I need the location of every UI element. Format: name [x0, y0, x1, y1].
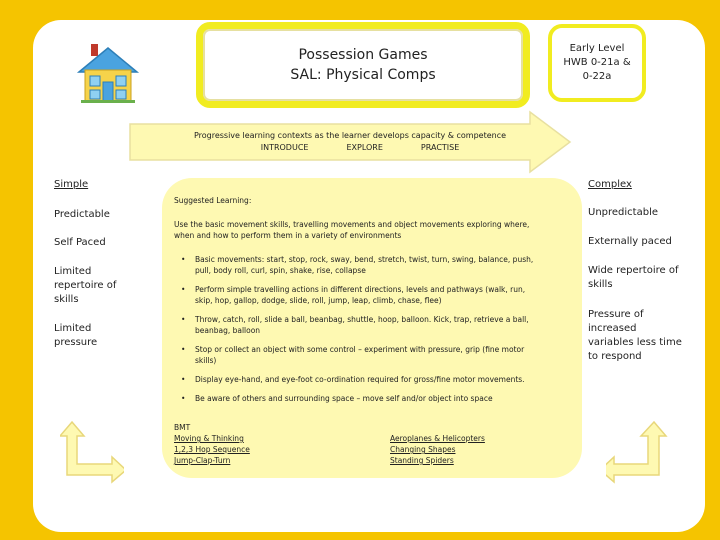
progression-text — [150, 130, 550, 154]
bmt-link-standing-spiders[interactable]: Standing Spiders — [390, 456, 454, 465]
bmt-label: BMT — [174, 423, 191, 432]
stage-explore: EXPLORE — [346, 143, 383, 152]
left-heading: Simple — [54, 179, 89, 190]
title-box — [196, 22, 530, 108]
right-item-wide-repertoire: Wide repertoire of skills — [588, 265, 679, 290]
bmt-link-aeroplanes[interactable]: Aeroplanes & Helicopters — [390, 434, 485, 443]
level-line-2: HWB 0-21a & — [563, 57, 631, 68]
list-item: • Throw, catch, roll, slide a ball, beanbag, shuttle, hoop, balloon. Kick, trap, retrieve a ball, beanbag, balloon — [174, 314, 534, 336]
corner-arrow-right-icon — [606, 420, 670, 484]
stage-practise: PRACTISE — [420, 143, 460, 152]
stage-introduce: INTRODUCE — [260, 143, 309, 152]
list-item: • Perform simple travelling actions in different directions, levels and pathways (walk, run, skip, hop, gallop, dodge, slide, roll, jump, leap, climb, chase, flee) — [174, 284, 534, 306]
bullet-list — [174, 254, 534, 404]
content-intro: Use the basic movement skills, travelling movements and object movements exploring where, when and how to perform them in a variety of environments — [174, 220, 530, 240]
left-item-limited-pressure: Limited pressure — [54, 323, 98, 348]
list-item: • Basic movements: start, stop, rock, sway, bend, stretch, twist, turn, swing, balance, push, pull, body roll, curl, spin, shake, rise, collapse — [174, 254, 534, 276]
bmt-link-jump-clap-turn[interactable]: Jump-Clap-Turn — [174, 456, 231, 465]
progression-caption: Progressive learning contexts as the learner develops capacity & competence — [193, 131, 507, 140]
bmt-link-changing-shapes[interactable]: Changing Shapes — [390, 445, 456, 454]
level-box — [548, 24, 646, 102]
list-item: • Display eye-hand, and eye-foot co-ordination required for gross/fine motor movements. — [174, 374, 534, 385]
bmt-link-hop-sequence[interactable]: 1,2,3 Hop Sequence — [174, 445, 250, 454]
title-line-2: SAL: Physical Comps — [290, 67, 436, 83]
right-item-unpredictable: Unpredictable — [588, 207, 658, 218]
bmt-section — [174, 422, 554, 466]
title-line-1: Possession Games — [298, 47, 428, 63]
corner-arrow-left-icon — [60, 420, 124, 484]
bmt-link-moving-thinking[interactable]: Moving & Thinking — [174, 434, 244, 443]
suggested-learning-panel — [162, 178, 582, 478]
right-item-pressure: Pressure of increased variables less time to respond — [588, 309, 682, 362]
home-icon[interactable] — [75, 40, 141, 106]
level-line-1: Early Level — [569, 43, 625, 54]
left-item-limited-repertoire: Limited repertoire of skills — [54, 266, 117, 305]
left-item-self-paced: Self Paced — [54, 237, 106, 248]
right-heading: Complex — [588, 179, 632, 190]
list-item: • Stop or collect an object with some control – experiment with pressure, grip (fine motor skills) — [174, 344, 534, 366]
content-heading: Suggested Learning: — [174, 196, 252, 205]
list-item: • Be aware of others and surrounding space – move self and/or object into space — [174, 393, 534, 404]
level-line-3: 0-22a — [582, 71, 612, 82]
left-item-predictable: Predictable — [54, 209, 110, 220]
right-item-externally-paced: Externally paced — [588, 236, 672, 247]
